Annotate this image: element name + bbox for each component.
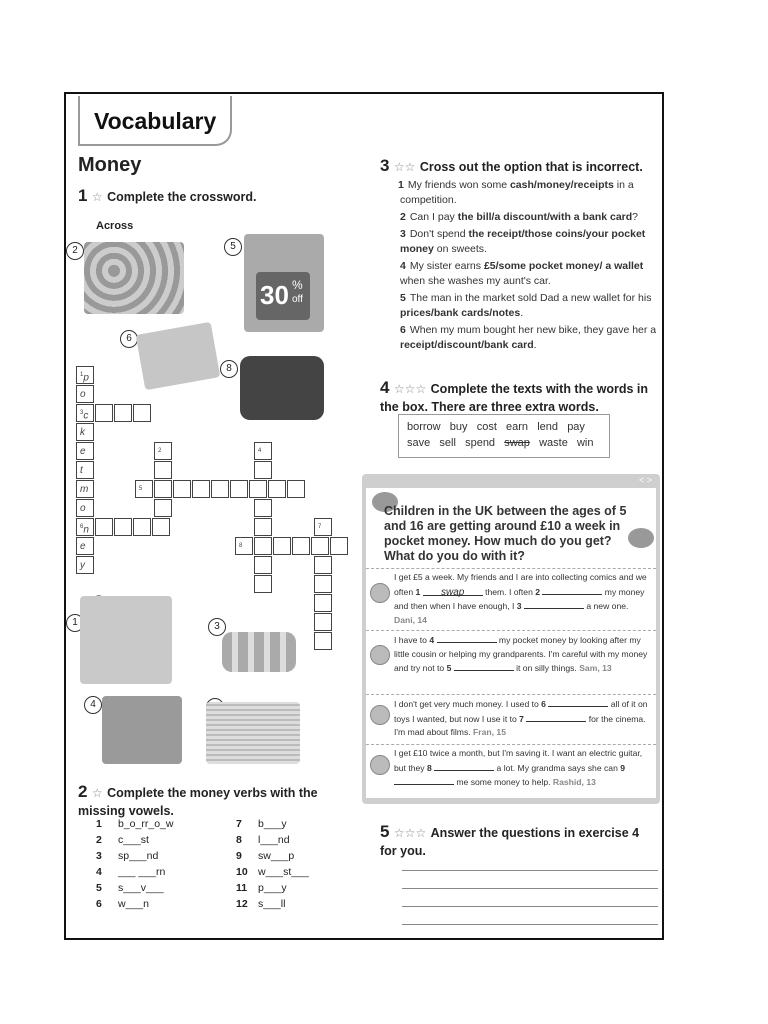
- forum-post: I get £5 a week. My friends and I are into collecting comics and we often 1 swap them. I often 2 my money and then when I have enough, I 3 a new one. Dani, 14: [366, 568, 656, 569]
- bank-card-image: [102, 696, 182, 764]
- answer-blank[interactable]: [434, 761, 494, 771]
- vowel-item[interactable]: s___v___: [118, 882, 164, 894]
- star-icon: ☆: [91, 190, 103, 204]
- crossword-cell[interactable]: [114, 518, 132, 536]
- ex4-number: 4: [380, 378, 390, 397]
- ex3-item[interactable]: 4 My sister earns £5/some pocket money/ a wallet when she washes my aunt's car.: [400, 260, 644, 287]
- ex1-instruction: Complete the crossword.: [107, 190, 257, 204]
- crossword-cell[interactable]: [330, 537, 348, 555]
- crossword-cell[interactable]: y: [76, 556, 94, 574]
- coin-stacks-image: [222, 632, 296, 672]
- ex4-heading: [380, 378, 660, 416]
- star-icon: ☆: [91, 786, 103, 800]
- ex3-item[interactable]: 5 The man in the market sold Dad a new wallet for his prices/bank cards/notes.: [400, 292, 652, 319]
- forum-question: Children in the UK between the ages of 5 and 16 are getting around £10 a week in pocket money. How much do you get? What do you do with it?: [384, 504, 627, 563]
- crossword-cell[interactable]: k: [76, 423, 94, 441]
- answer-blank[interactable]: [524, 599, 584, 609]
- crossword-cell[interactable]: 5: [135, 480, 153, 498]
- vowel-item[interactable]: w___n: [118, 898, 149, 910]
- crossword-cell[interactable]: o: [76, 499, 94, 517]
- tag-off: off: [292, 294, 303, 305]
- ex2-number: 2: [78, 782, 88, 801]
- avatar-icon: [370, 755, 390, 775]
- crossword-cell[interactable]: [211, 480, 229, 498]
- crossword-cell[interactable]: [254, 537, 272, 555]
- crossword-cell[interactable]: [254, 518, 272, 536]
- crossword-cell[interactable]: e: [76, 442, 94, 460]
- word-box-row: save sell spend swap waste win: [407, 437, 594, 449]
- answer-blank[interactable]: [542, 585, 602, 595]
- vowel-item[interactable]: b___y: [258, 818, 287, 830]
- answer-blank[interactable]: [394, 775, 454, 785]
- word-box-row: borrow buy cost earn lend pay: [407, 421, 585, 433]
- vowel-item[interactable]: sw___p: [258, 850, 295, 862]
- answer-blank[interactable]: [454, 661, 514, 671]
- girls-exchanging-money-image: [80, 596, 172, 684]
- ex3-list: [400, 178, 662, 355]
- avatar-icon: [370, 645, 390, 665]
- crossword-cell[interactable]: [152, 518, 170, 536]
- vowel-item[interactable]: w___st___: [258, 866, 309, 878]
- picture-number: 8: [220, 360, 238, 378]
- picture-number: 2: [66, 242, 84, 260]
- crossword-cell[interactable]: e: [76, 537, 94, 555]
- forum-body: [366, 488, 656, 798]
- answer-line[interactable]: [402, 870, 658, 871]
- crossword-cell[interactable]: [273, 537, 291, 555]
- crossword-cell[interactable]: [254, 461, 272, 479]
- forum-post: I get £10 twice a month, but I'm saving it. I want an electric guitar, but they 8 a lot. My grandma says she can 9 me some money to help. Rashid, 13: [366, 744, 656, 745]
- ex2-instruction: Complete the money verbs with the missing vowels.: [78, 786, 318, 818]
- tag-percent: %: [292, 278, 303, 292]
- crossword-cell[interactable]: t: [76, 461, 94, 479]
- answer-blank[interactable]: [526, 712, 586, 722]
- ex3-item[interactable]: 2 Can I pay the bill/a discount/with a bank card?: [400, 211, 639, 223]
- ex5-heading: [380, 822, 650, 860]
- nav-arrows[interactable]: < >: [638, 475, 652, 485]
- answer-line[interactable]: [402, 924, 658, 925]
- crossword-cell[interactable]: m: [76, 480, 94, 498]
- vowel-item[interactable]: s___ll: [258, 898, 286, 910]
- crossword-cell[interactable]: [314, 632, 332, 650]
- picture-number: 5: [224, 238, 242, 256]
- price-tag: [256, 272, 310, 320]
- answer-blank[interactable]: [548, 697, 608, 707]
- ex3-item[interactable]: 1 My friends won some cash/money/receipts in a competition.: [398, 179, 634, 206]
- crossword-cell[interactable]: 7: [314, 518, 332, 536]
- avatar-icon: [370, 583, 390, 603]
- vowel-item[interactable]: ___ ___rn: [118, 866, 166, 878]
- crossword-cell[interactable]: [249, 480, 267, 498]
- coins-notes-image: [84, 242, 184, 314]
- star-icon: ☆☆☆: [393, 382, 427, 396]
- vowel-item[interactable]: l___nd: [258, 834, 290, 846]
- crossword-cell[interactable]: [154, 499, 172, 517]
- star-icon: ☆☆☆: [393, 826, 427, 840]
- crossword-cell[interactable]: [173, 480, 191, 498]
- ex2-heading: [78, 782, 328, 820]
- section-title: Vocabulary: [94, 108, 217, 134]
- crossword-cell[interactable]: 8: [235, 537, 253, 555]
- forum-post: I don't get very much money. I used to 6 all of it on toys I wanted, but now I use it to 7 for the cinema. I'm mad about films. Fran, 15: [366, 694, 656, 695]
- ex3-instruction: Cross out the option that is incorrect.: [419, 160, 643, 174]
- crossword-cell[interactable]: [254, 556, 272, 574]
- crossword-cell[interactable]: [133, 518, 151, 536]
- ex5-instruction: Answer the questions in exercise 4 for you.: [380, 826, 640, 858]
- vowel-item[interactable]: sp___nd: [118, 850, 159, 862]
- ex3-item[interactable]: 6 When my mum bought her new bike, they gave her a receipt/discount/bank card.: [400, 324, 657, 351]
- crossword-cell[interactable]: [311, 537, 329, 555]
- forum-post: I have to 4 my pocket money by looking after my little cousin or helping my grandparents. I'm careful with my money and try not to 5 it on silly things. Sam, 13: [366, 630, 656, 631]
- picture-number: 4: [84, 696, 102, 714]
- vowel-item[interactable]: c___st: [118, 834, 149, 846]
- ex1-heading: [78, 186, 256, 206]
- wallet-image: [240, 356, 324, 420]
- crossword-cell[interactable]: [292, 537, 310, 555]
- crossword-cell[interactable]: [314, 613, 332, 631]
- worksheet-page: [64, 92, 664, 940]
- crossword-cell[interactable]: o: [76, 385, 94, 403]
- crossword-cell[interactable]: [268, 480, 286, 498]
- receipt-image: [206, 702, 300, 764]
- tag-number: 30: [260, 280, 289, 310]
- ex1-number: 1: [78, 186, 88, 205]
- ex4-instruction: Complete the texts with the words in the box. There are three extra words.: [380, 382, 649, 414]
- ex5-number: 5: [380, 822, 390, 841]
- crossword-cell[interactable]: [95, 404, 113, 422]
- word-box: [398, 414, 610, 458]
- crossword-cell[interactable]: [154, 480, 172, 498]
- ex3-heading: [380, 156, 643, 176]
- crossword-cell[interactable]: [95, 518, 113, 536]
- crossword-cell[interactable]: [254, 575, 272, 593]
- answer-blank[interactable]: swap: [423, 586, 483, 596]
- avatar-icon: [370, 705, 390, 725]
- answer-line[interactable]: [402, 888, 658, 889]
- picture-number: 1: [66, 614, 84, 632]
- discount-tag-image: [244, 234, 324, 332]
- crossword-cell[interactable]: [154, 461, 172, 479]
- crossword-cell[interactable]: [314, 556, 332, 574]
- crossword-cell[interactable]: [314, 575, 332, 593]
- crossword-cell[interactable]: [314, 594, 332, 612]
- crossword-cell[interactable]: [133, 404, 151, 422]
- crossword-cell[interactable]: [287, 480, 305, 498]
- crossword-cell[interactable]: $^1$p: [76, 366, 94, 384]
- picture-number: 6: [120, 330, 138, 348]
- forum-panel: [362, 474, 660, 804]
- answer-blank[interactable]: [437, 633, 497, 643]
- across-label: Across: [96, 220, 134, 232]
- picture-number: 3: [208, 618, 226, 636]
- struck-word: swap: [504, 437, 530, 449]
- crossword-cell[interactable]: 2: [154, 442, 172, 460]
- star-icon: ☆☆: [393, 160, 416, 174]
- topic-title: Money: [78, 154, 142, 176]
- crossword-cell[interactable]: [192, 480, 210, 498]
- crossword-cell[interactable]: 4: [254, 442, 272, 460]
- crossword-cell[interactable]: [254, 499, 272, 517]
- crossword-cell[interactable]: $^6$n: [76, 518, 94, 536]
- vowel-item[interactable]: b_o_rr_o_w: [118, 818, 174, 830]
- vowel-item[interactable]: p___y: [258, 882, 287, 894]
- ex3-item[interactable]: 3 Don't spend the receipt/those coins/your pocket money on sweets.: [400, 228, 646, 255]
- crossword-cell[interactable]: [114, 404, 132, 422]
- banknotes-image: [136, 322, 221, 390]
- crossword-cell[interactable]: [230, 480, 248, 498]
- crossword-cell[interactable]: $^3$c: [76, 404, 94, 422]
- ex2-table: 1 b_o_rr_o_w 7 b___y 2 c___st 8 l___nd 3 sp___nd 9 sw___p 4 ___ ___rn 10 w___st___ 5 s___v___ 11 p___y 6 w___n 12 s___ll: [96, 818, 309, 910]
- answer-line[interactable]: [402, 906, 658, 907]
- ex3-number: 3: [380, 156, 390, 175]
